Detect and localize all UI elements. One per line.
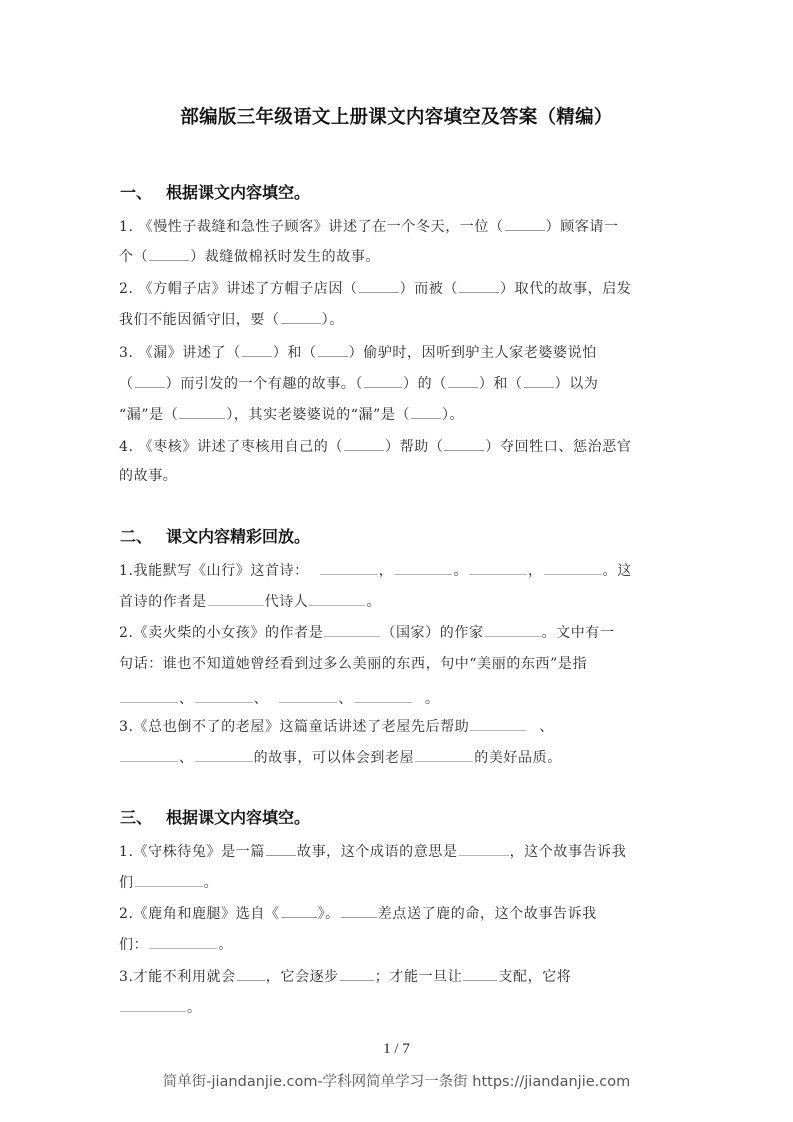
text: ）和（ (272, 345, 317, 361)
blank[interactable] (208, 591, 264, 606)
blank[interactable] (459, 278, 499, 293)
blank[interactable] (135, 872, 203, 887)
blank[interactable] (411, 404, 441, 419)
text: 。 (218, 937, 233, 953)
section-number: 一、 (120, 183, 153, 202)
section-number: 三、 (120, 808, 153, 827)
blank[interactable] (505, 216, 545, 231)
text: 。文中有一 (541, 625, 615, 641)
blank[interactable] (341, 903, 377, 918)
blank[interactable] (149, 246, 189, 261)
text-line (119, 560, 632, 581)
blank[interactable] (266, 841, 296, 856)
text: ）以为 (554, 376, 599, 392)
text: 1.我能默写《山行》这首诗： (119, 563, 309, 579)
blank[interactable] (195, 747, 253, 762)
blank[interactable] (415, 747, 473, 762)
text-line (119, 716, 554, 737)
blank[interactable] (279, 688, 337, 703)
text: 。 (203, 875, 219, 891)
blank[interactable] (485, 622, 541, 637)
text: 、 (253, 691, 269, 707)
text: 个（ (119, 249, 149, 265)
text: 、 (179, 691, 194, 707)
text-line (119, 622, 615, 643)
page-title: 部编版三年级语文上册课文内容填空及答案（精编） (180, 107, 613, 128)
text-line (119, 246, 380, 267)
text: ）。 (321, 312, 344, 328)
blank[interactable] (354, 688, 412, 703)
text: 2. 《方帽子店》讲述了方帽子店因（ (119, 281, 358, 297)
text-line (119, 688, 439, 709)
text: ）夺回牲口、惩治恶官 (485, 439, 632, 455)
blank[interactable] (470, 716, 526, 731)
text-line (119, 216, 619, 237)
blank[interactable] (179, 404, 225, 419)
text: 故事，这个成语的意思是 (296, 844, 458, 860)
blank[interactable] (344, 436, 384, 451)
section-heading-3 (120, 805, 310, 828)
blank[interactable] (324, 622, 380, 637)
page-number: 1 / 7 (383, 1041, 410, 1057)
text-line (119, 934, 233, 955)
text: 1.《守株待兔》是一篇 (119, 844, 265, 860)
text-line (119, 309, 344, 330)
text: 。 (453, 563, 468, 579)
text-line (119, 747, 562, 768)
text: 的美好品质。 (474, 750, 562, 766)
text-line (119, 903, 597, 924)
text: ）的（ (403, 376, 447, 392)
text-line (119, 654, 587, 674)
text-line (119, 278, 631, 299)
text-line (119, 997, 202, 1018)
text: ），其实老婆婆说的“漏”是（ (226, 407, 411, 423)
text: 首诗的作者是 (119, 594, 207, 610)
section-title: 课文内容精彩回放。 (166, 527, 311, 546)
blank[interactable] (120, 747, 178, 762)
text-line (119, 404, 464, 425)
text: 。这 (602, 563, 632, 579)
text: 们： (119, 937, 149, 953)
blank[interactable] (135, 373, 165, 388)
blank[interactable] (120, 688, 178, 703)
blank[interactable] (469, 560, 527, 575)
text: 、 (338, 691, 353, 707)
blank[interactable] (444, 436, 484, 451)
text: ）裁缝做棉袄时发生的故事。 (190, 249, 381, 265)
blank[interactable] (242, 342, 272, 357)
section-number: 二、 (120, 527, 153, 546)
text: 》。 (317, 906, 340, 922)
text: 。 (424, 691, 440, 707)
text: ， (378, 563, 394, 579)
text: ）取代的故事，启发 (500, 281, 632, 297)
text: 2.《鹿角和鹿腿》选自《 (119, 906, 280, 922)
blank[interactable] (149, 934, 217, 949)
blank[interactable] (281, 309, 321, 324)
text: ，它会逐步 (265, 969, 339, 985)
text: ）偷驴时，因听到驴主人家老婆婆说怕 (348, 345, 597, 361)
text: （ (119, 376, 134, 392)
text-line (119, 373, 598, 394)
text: 句话：谁也不知道她曾经看到过多么美丽的东西，句中“美丽的东西”是指 (119, 656, 588, 672)
text-line (119, 466, 177, 486)
text: 们 (119, 875, 134, 891)
blank[interactable] (318, 342, 348, 357)
blank[interactable] (394, 560, 452, 575)
text: 2.《卖火柴的小女孩》的作者是 (119, 625, 324, 641)
text: “漏”是（ (119, 407, 179, 423)
text: 的故事，可以体会到老屋 (253, 750, 415, 766)
text: ）和（ (478, 376, 523, 392)
text: 4. 《枣核》讲述了枣核用自己的（ (119, 439, 344, 455)
text: 3. 《漏》讲述了（ (119, 345, 241, 361)
section-heading-2 (120, 524, 310, 547)
text: ）而引发的一个有趣的故事。（ (165, 376, 364, 392)
text: 、 (539, 719, 554, 735)
text: 3.《总也倒不了的老屋》这篇童话讲述了老屋先后帮助 (119, 719, 470, 735)
blank[interactable] (359, 278, 399, 293)
text: ）帮助（ (385, 439, 444, 455)
text: 我们不能因循守旧，要（ (119, 312, 280, 328)
blank[interactable] (237, 966, 265, 981)
text: 、 (179, 750, 194, 766)
blank[interactable] (459, 841, 509, 856)
text: 差点送了鹿的命，这个故事告诉我 (377, 906, 597, 922)
blank[interactable] (524, 373, 554, 388)
text-line (119, 872, 218, 893)
text: ）顾客请一 (545, 219, 619, 235)
text: ；才能一旦让 (374, 969, 463, 985)
section-title: 根据课文内容填空。 (166, 183, 311, 202)
text: 。 (187, 1000, 202, 1016)
text: 1. 《慢性子裁缝和急性子顾客》讲述了在一个冬天，一位（ (119, 219, 504, 235)
blank[interactable] (340, 966, 374, 981)
text: 支配，它将 (498, 969, 572, 985)
text: ，这个故事告诉我 (509, 844, 627, 860)
blank[interactable] (281, 903, 317, 918)
blank[interactable] (120, 997, 186, 1012)
blank[interactable] (195, 688, 253, 703)
text-line (119, 841, 626, 862)
blank[interactable] (320, 560, 378, 575)
text: （国家）的作家 (381, 625, 484, 641)
text: 代诗人 (264, 594, 309, 610)
text: 的故事。 (119, 468, 178, 484)
text-line (119, 436, 631, 457)
text: ）而被（ (399, 281, 459, 297)
footer-watermark: 简单街-jiandanjie.com-学科网简单学习一条街 https://jiandanjie.com (162, 1074, 631, 1090)
text: 。 (366, 594, 382, 610)
text: 3.才能不利用就会 (119, 969, 236, 985)
blank[interactable] (448, 373, 478, 388)
text: ）。 (442, 407, 465, 423)
section-heading-1 (120, 180, 310, 203)
text: ， (527, 563, 543, 579)
blank[interactable] (544, 560, 602, 575)
text-line (119, 591, 381, 612)
text-line (119, 342, 597, 363)
section-title: 根据课文内容填空。 (166, 808, 311, 827)
blank[interactable] (309, 591, 365, 606)
text-line (119, 966, 571, 987)
blank[interactable] (463, 966, 497, 981)
blank[interactable] (364, 373, 402, 388)
